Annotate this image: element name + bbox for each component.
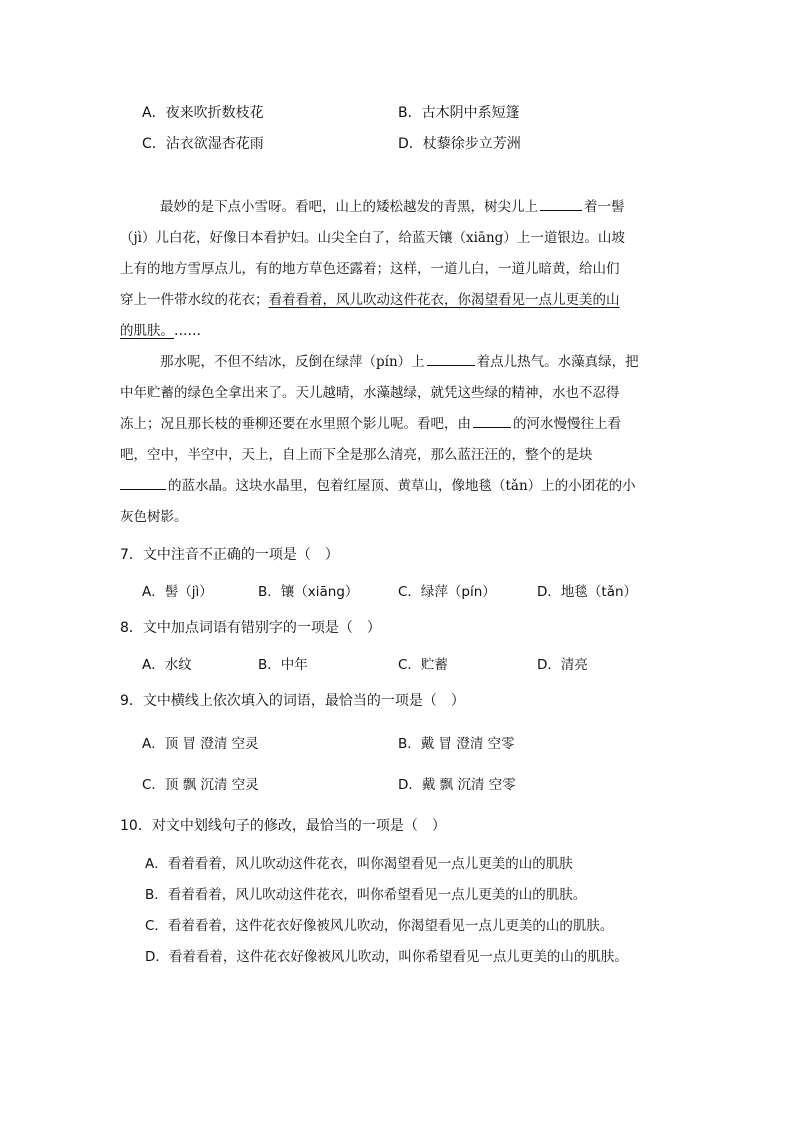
q6-option-b[interactable]: B．古木阴中系短篷: [398, 105, 520, 121]
passage-text: ……: [174, 323, 201, 339]
q8-option-d[interactable]: D．清亮: [537, 657, 588, 673]
q9-option-b[interactable]: B．戴 冒 澄清 空零: [398, 736, 515, 752]
passage-line: 中年贮蓄的绿色全拿出来了。天儿越晴，水藻越绿，就凭这些绿的精神，水也不忍得: [120, 385, 620, 401]
passage-line: 上有的地方雪厚点儿，有的地方草色还露着；这样，一道儿白，一道儿暗黄，给山们: [120, 261, 620, 277]
passage-line: [120, 192, 668, 223]
question-8-stem: 8．文中加点词语有错别字的一项是（ ）: [120, 620, 381, 636]
passage-text: 穿上一件带水纹的花衣；: [120, 292, 269, 308]
q6-options-row-1: [0, 102, 794, 126]
passage-line: [120, 471, 668, 502]
passage-line: [120, 409, 668, 440]
q10-option-b[interactable]: B．看着看着，风儿吹动这件花衣，叫你希望看见一点儿更美的山的肌肤。: [145, 887, 587, 903]
fill-blank-2: [427, 364, 475, 366]
q9-option-c[interactable]: C．顶 飘 沉清 空灵: [142, 777, 259, 793]
passage-line: 灰色树影。: [120, 509, 188, 525]
q7-option-b[interactable]: B．镶（xiāng）: [258, 584, 359, 600]
q9-option-d[interactable]: D．戴 飘 沉清 空零: [398, 777, 516, 793]
q6-options-row-2: [0, 133, 794, 157]
q6-option-a[interactable]: A．夜来吹折数枝花: [142, 105, 264, 121]
q7-option-a[interactable]: A．髻（jì）: [142, 584, 213, 600]
question-9-options-row-1: [0, 732, 794, 756]
passage-line: [120, 285, 668, 316]
underlined-sentence: 看着看着，风儿吹动这件花衣，你渴望看见一点儿更美的山: [268, 292, 620, 308]
q7-option-c[interactable]: C．绿萍（pín）: [398, 584, 496, 600]
passage-line: 吧，空中，半空中，天上，自上而下全是那么清亮，那么蓝汪汪的，整个的是块: [120, 447, 593, 463]
q8-option-a[interactable]: A．水纹: [142, 657, 192, 673]
reading-passage: [120, 192, 668, 533]
passage-text: 那水呢，不但不结冰，反倒在绿萍（pín）上: [160, 354, 425, 370]
q6-option-c[interactable]: C．沾衣欲湿杏花雨: [142, 136, 264, 152]
question-9-options-row-2: [0, 773, 794, 797]
q8-option-c[interactable]: C．贮蓄: [398, 657, 448, 673]
question-7-options: [0, 580, 794, 604]
passage-text: 着点儿热气。水藻真绿，把: [476, 354, 639, 370]
question-7-stem: 7．文中注音不正确的一项是（ ）: [120, 547, 339, 563]
q7-option-d[interactable]: D．地毯（tǎn）: [537, 584, 638, 600]
question-9-stem: 9．文中横线上依次填入的词语，最恰当的一项是（ ）: [120, 693, 465, 709]
underlined-sentence-end: 的肌肤。: [120, 323, 174, 339]
fill-blank-3: [473, 426, 511, 428]
q6-option-d[interactable]: D．杖藜徐步立芳洲: [398, 136, 521, 152]
q8-option-b[interactable]: B．中年: [258, 657, 308, 673]
passage-text: 的河水慢慢往上看: [513, 416, 621, 432]
fill-blank-1: [540, 209, 582, 211]
passage-line: [120, 316, 668, 347]
passage-text: 着一髻: [584, 199, 625, 215]
question-10-stem: 10．对文中划线句子的修改，最恰当的一项是（ ）: [120, 818, 446, 834]
q10-option-a[interactable]: A．看着看着，风儿吹动这件花衣，叫你渴望看见一点儿更美的山的肌肤: [145, 856, 573, 872]
q10-option-c[interactable]: C．看着看着，这件花衣好像被风儿吹动，你渴望看见一点儿更美的山的肌肤。: [145, 918, 614, 934]
passage-line: [120, 347, 668, 378]
q10-option-d[interactable]: D．看着看着，这件花衣好像被风儿吹动，叫你希望看见一点儿更美的山的肌肤。: [145, 949, 628, 965]
passage-text: 最妙的是下点小雪呀。看吧，山上的矮松越发的青黑，树尖儿上: [160, 199, 538, 215]
passage-text: 的蓝水晶。这块水晶里，包着红屋顶、黄草山，像地毯（tǎn）上的小团花的小: [168, 478, 636, 494]
passage-text: 冻上；况且那长枝的垂柳还要在水里照个影儿呢。看吧，由: [120, 416, 471, 432]
question-8-options: [0, 653, 794, 677]
passage-line: （jì）儿白花，好像日本看护妇。山尖全白了，给蓝天镶（xiāng）上一道银边。山坡: [120, 230, 625, 246]
q9-option-a[interactable]: A．顶 冒 澄清 空灵: [142, 736, 259, 752]
fill-blank-4: [120, 488, 166, 490]
